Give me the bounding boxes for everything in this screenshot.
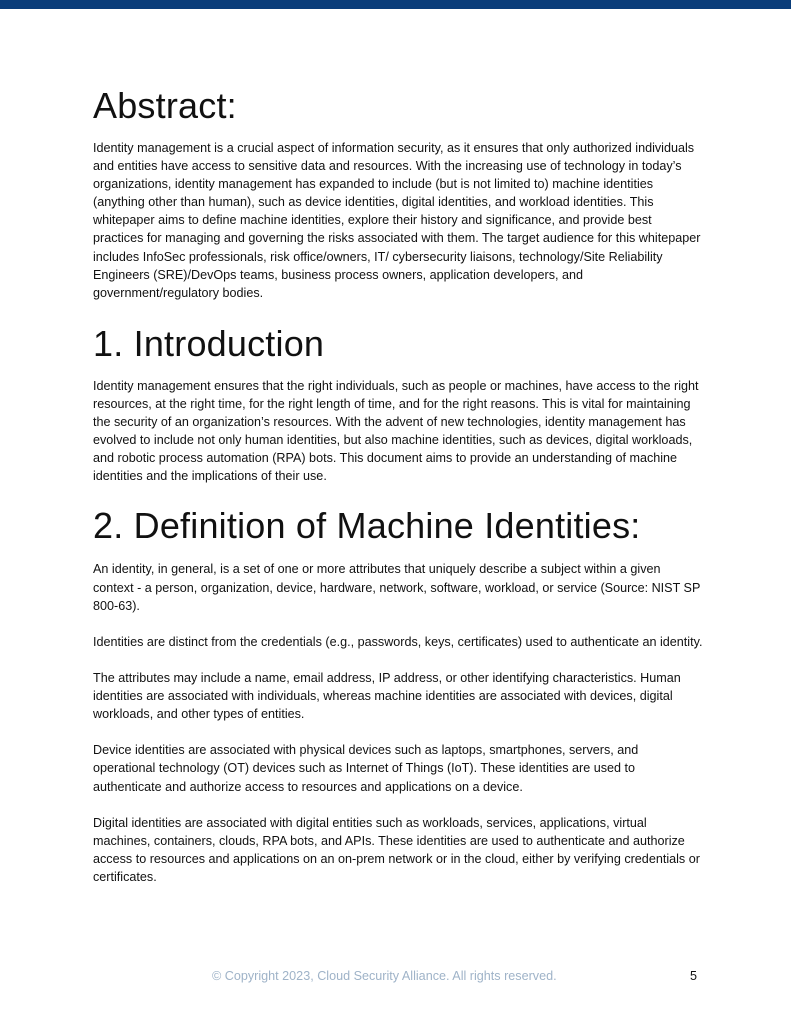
page-number: 5 [690, 969, 698, 983]
copyright-notice: © Copyright 2023, Cloud Security Alliance. All rights reserved. [212, 969, 557, 983]
introduction-section [93, 322, 703, 486]
abstract-paragraph: Identity management is a crucial aspect of information security, as it ensures that only authorized individuals and entities have access to sensitive data and resources. With the increasing use of technology in today’s organizations, identity management has expanded to include (but is not limited to) machine identities (anything other than human), such as device identities, digital identities, and workload identities. This whitepaper aims to define machine identities, explore their history and significance, and provide best practices for managing and governing the risks associated with them. The target audience for this whitepaper includes InfoSec professionals, risk office/owners, IT/ cybersecurity liaisons, technology/Site Reliability Engineers (SRE)/DevOps teams, business process owners, application developers, and government/regulatory bodies. [93, 141, 701, 300]
introduction-heading: 1. Introduction [93, 322, 325, 364]
abstract-section [93, 84, 703, 302]
introduction-paragraph: Identity management ensures that the right individuals, such as people or machines, have access to the right resources, at the right time, for the right length of time, and for the right reasons. This is vital for maintaining the security of an organization’s resources. With the advent of new technologies, identity management has evolved to include not only human identities, but also machine identities, such as devices, digital workloads, and robotic process automation (RPA) bots. This document aims to provide an understanding of machine identities and the implications of their use. [93, 378, 699, 484]
header-accent-bar [0, 0, 791, 9]
definition-paragraph: Identities are distinct from the credentials (e.g., passwords, keys, certificates) used to authenticate an identity. [93, 634, 703, 649]
definition-paragraph: Digital identities are associated with digital entities such as workloads, services, applications, virtual machines, containers, clouds, RPA bots, and APIs. These identities are used to authenticate and authorize access to resources and applications on an on-prem network or in the cloud, either by verifying credentials or certificates. [93, 815, 700, 884]
definition-section [93, 504, 703, 886]
page-content [93, 84, 703, 886]
definition-paragraph: An identity, in general, is a set of one or more attributes that uniquely describe a subject within a given context - a person, organization, device, hardware, network, software, workload, or service (Source: NIST SP 800-63). [93, 562, 701, 613]
abstract-heading: Abstract: [93, 85, 237, 126]
definition-heading: 2. Definition of Machine Identities: [93, 505, 641, 547]
page-footer [0, 967, 791, 987]
definition-paragraph: Device identities are associated with physical devices such as laptops, smartphones, servers, and operational technology (OT) devices such as Internet of Things (IoT). These identities are used to authenticate and authorize access to resources and applications on a device. [93, 743, 639, 794]
definition-paragraph: The attributes may include a name, email address, IP address, or other identifying characteristics. Human identities are associated with individuals, whereas machine identities are associated with devices, digital workloads, and other types of entities. [93, 670, 681, 722]
